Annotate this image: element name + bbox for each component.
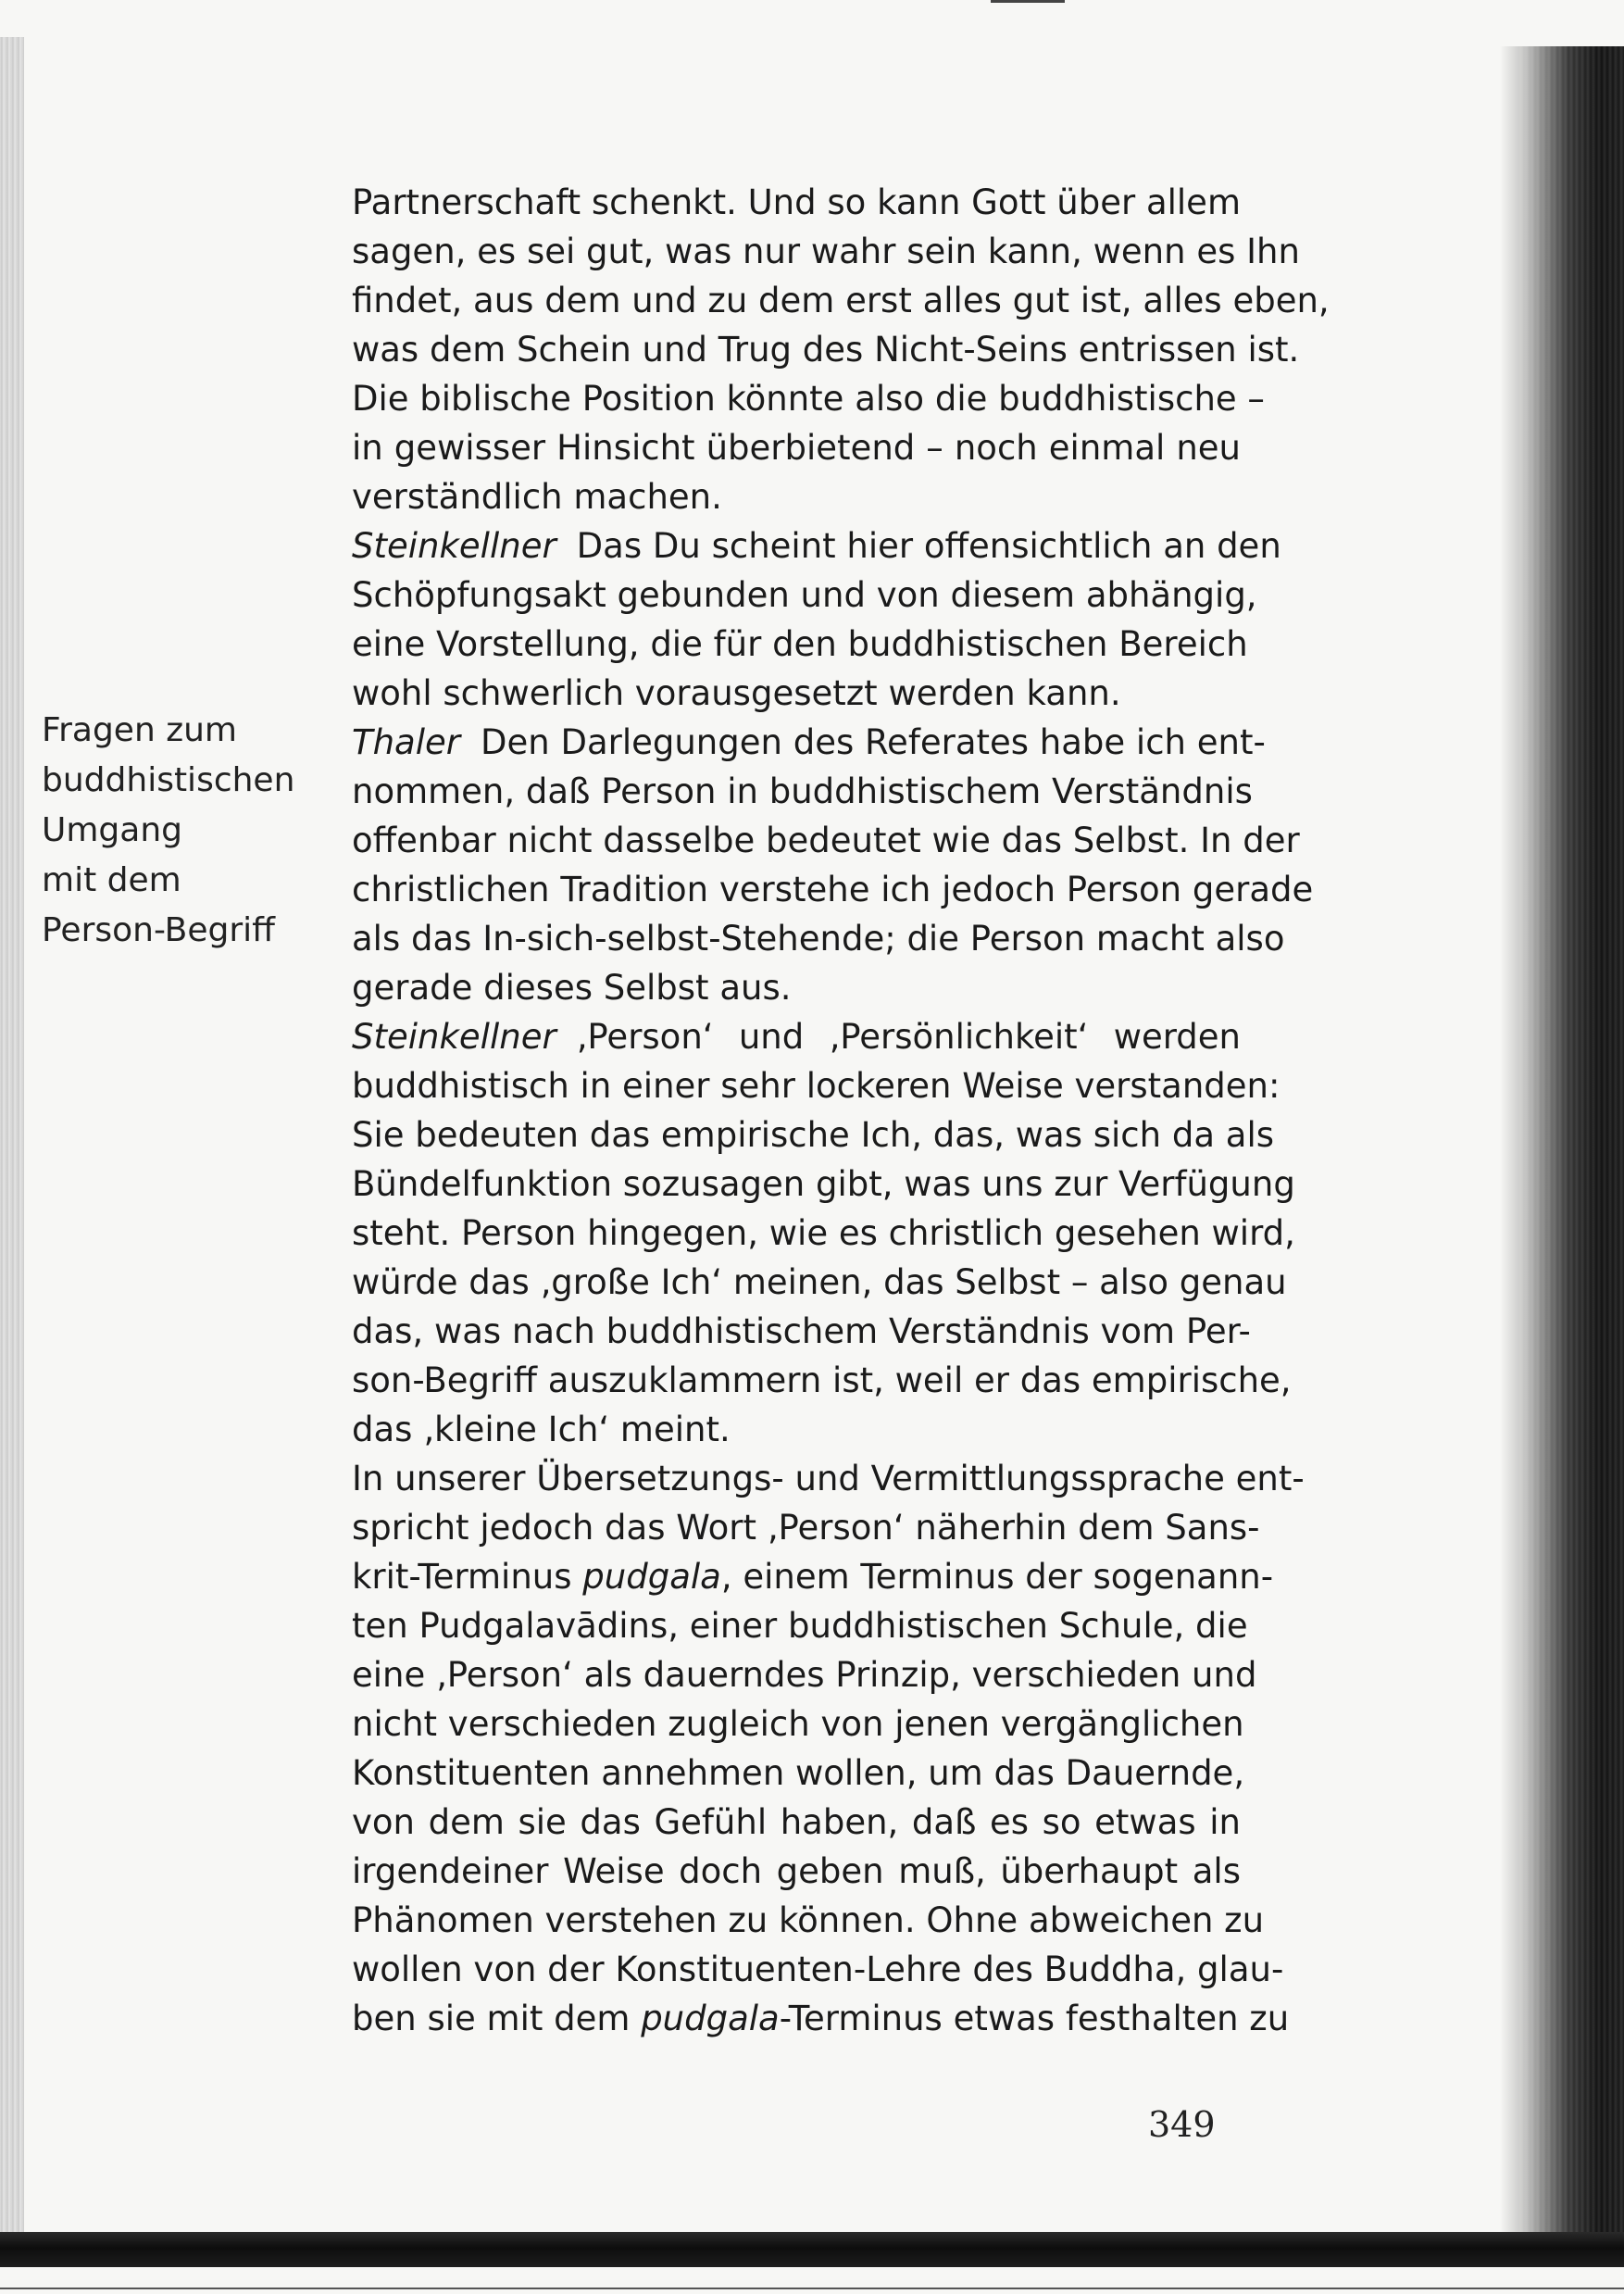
text-line: Bündelfunktion sozusagen gibt, was uns zur Verfügung [352, 1164, 1295, 1204]
text-line: eine ‚Person‘ als dauerndes Prinzip, verschieden und [352, 1655, 1257, 1695]
margin-note-line: Fragen zum [42, 711, 237, 749]
text-fragment: krit-Terminus [352, 1557, 583, 1597]
text-line: offenbar nicht dasselbe bedeutet wie das Selbst. In der [352, 821, 1300, 860]
text-line: Partnerschaft schenkt. Und so kann Gott über allem [352, 182, 1241, 222]
text-line: ten Pudgalavādins, einer buddhistischen Schule, die [352, 1606, 1248, 1646]
italic-term: pudgala [582, 1557, 721, 1597]
page-number: 349 [1148, 2104, 1216, 2145]
left-page-edge [0, 37, 24, 2232]
speaker-name: Steinkellner [352, 1017, 556, 1057]
text-line [352, 1012, 1241, 1061]
speaker-name: Steinkellner [352, 526, 556, 566]
text-fragment: Das Du scheint hier offensichtlich an den [576, 526, 1281, 566]
speaker-name: Thaler [352, 722, 460, 762]
text-line: eine Vorstellung, die für den buddhistischen Bereich [352, 624, 1248, 664]
text-line: das ‚kleine Ich‘ meint. [352, 1410, 731, 1449]
text-line: nicht verschieden zugleich von jenen vergänglichen [352, 1704, 1244, 1744]
bottom-scan-band [0, 2232, 1624, 2267]
text-line: buddhistisch in einer sehr lockeren Weise verstanden: [352, 1066, 1280, 1106]
margin-note [42, 706, 319, 956]
text-fragment: ‚Person‘ und ‚Persönlichkeit‘ werden [576, 1017, 1241, 1057]
text-fragment: , einem Terminus der sogenann- [720, 1557, 1274, 1597]
text-line: son-Begriff auszuklammern ist, weil er das empirische, [352, 1360, 1292, 1400]
text-line [352, 521, 1281, 570]
text-line: Sie bedeuten das empirische Ich, das, was sich da als [352, 1115, 1275, 1155]
text-line: Konstituenten annehmen wollen, um das Dauernde, [352, 1753, 1245, 1793]
gutter-texture [1518, 46, 1624, 2241]
text-line: irgendeiner Weise doch geben muß, überhaupt als [352, 1851, 1241, 1891]
text-fragment: ben sie mit dem [352, 1999, 642, 2038]
text-line [352, 1994, 1290, 2043]
text-line: wollen von der Konstituenten-Lehre des Buddha, glau- [352, 1949, 1284, 1989]
text-line: wohl schwerlich vorausgesetzt werden kann. [352, 673, 1121, 713]
text-line: gerade dieses Selbst aus. [352, 968, 792, 1008]
text-line [352, 1552, 1274, 1601]
text-fragment: Den Darlegungen des Referates habe ich ent- [480, 722, 1266, 762]
text-line: sagen, es sei gut, was nur wahr sein kann, wenn es Ihn [352, 232, 1300, 271]
text-line: nommen, daß Person in buddhistischem Verständnis [352, 771, 1253, 811]
margin-note-line: buddhistischen [42, 761, 295, 799]
italic-term: pudgala [641, 1999, 780, 2038]
text-line: würde das ‚große Ich‘ meinen, das Selbst – also genau [352, 1262, 1287, 1302]
body-text [352, 178, 1330, 2043]
text-line: Schöpfungsakt gebunden und von diesem abhängig, [352, 575, 1257, 615]
text-line: findet, aus dem und zu dem erst alles gut ist, alles eben, [352, 281, 1330, 320]
text-line: was dem Schein und Trug des Nicht-Seins entrissen ist. [352, 330, 1300, 370]
text-line: steht. Person hingegen, wie es christlich gesehen wird, [352, 1213, 1295, 1253]
margin-note-line: mit dem [42, 861, 181, 899]
margin-note-line: Person-Begriff [42, 911, 275, 949]
text-line: als das In-sich-selbst-Stehende; die Person macht also [352, 919, 1285, 959]
bottom-scan-line [0, 2288, 1624, 2289]
text-line: von dem sie das Gefühl haben, daß es so etwas in [352, 1802, 1241, 1842]
text-line: christlichen Tradition verstehe ich jedoch Person gerade [352, 870, 1314, 909]
margin-note-line: Umgang [42, 811, 182, 849]
text-line [352, 718, 1266, 767]
text-line: Phänomen verstehen zu können. Ohne abweichen zu [352, 1900, 1265, 1940]
text-line: spricht jedoch das Wort ‚Person‘ näherhin dem Sans- [352, 1508, 1260, 1548]
text-line: verständlich machen. [352, 477, 722, 517]
text-line: das, was nach buddhistischem Verständnis vom Per- [352, 1311, 1251, 1351]
text-line: Die biblische Position könnte also die buddhistische – [352, 379, 1265, 419]
text-line: in gewisser Hinsicht überbietend – noch einmal neu [352, 428, 1241, 468]
text-line: In unserer Übersetzungs- und Vermittlungssprache ent- [352, 1459, 1305, 1498]
top-scan-mark [991, 0, 1065, 3]
text-fragment: -Terminus etwas festhalten zu [779, 1999, 1290, 2038]
